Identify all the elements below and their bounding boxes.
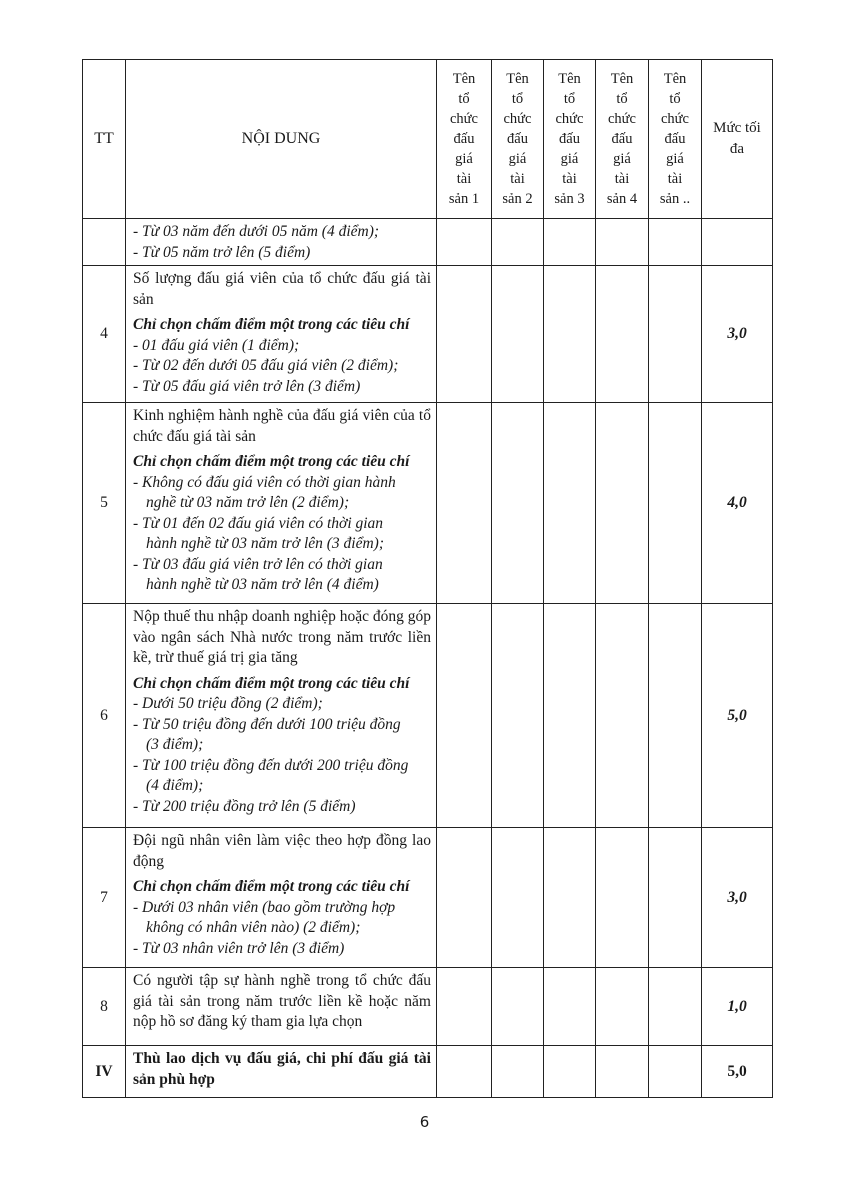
section-title: Thù lao dịch vụ đấu giá, chi phí đấu giá tài sản phù hợp — [126, 1046, 437, 1098]
row-number: 8 — [83, 968, 126, 1046]
criterion-content: Nộp thuế thu nhập doanh nghiệp hoặc đóng góp vào ngân sách Nhà nước trong năm trước liền kề, trừ thuế giá trị gia tăng Chỉ chọn chấm điểm một trong các tiêu chí - Dưới 50 triệu đồng (2 điểm); - Từ 50 triệu đồng đến dưới 100 triệu đồng (3 điểm); - Từ 100 triệu đồng đến dưới 200 triệu đồng (4 điểm); - Từ 200 triệu đồng trở lên (5 điểm) — [126, 604, 437, 828]
header-org-1: Tên tổ chức đấu giá tài sản 1 — [437, 60, 492, 219]
header-tt: TT — [83, 60, 126, 219]
row-number: 4 — [83, 266, 126, 403]
row-number: 6 — [83, 604, 126, 828]
row-number: 5 — [83, 403, 126, 604]
criterion-content: Kinh nghiệm hành nghề của đấu giá viên của tổ chức đấu giá tài sản Chỉ chọn chấm điểm một trong các tiêu chí - Không có đấu giá viên có thời gian hành nghề từ 03 năm trở lên (2 điểm); - Từ 01 đến 02 đấu giá viên có thời gian hành nghề từ 03 năm trở lên (3 điểm); - Từ 03 đấu giá viên trở lên có thời gian hành nghề từ 03 năm trở lên (4 điểm) — [126, 403, 437, 604]
criterion-content: - Từ 03 năm đến dưới 05 năm (4 điểm); - Từ 05 năm trở lên (5 điểm) — [126, 219, 437, 266]
table-row — [83, 403, 773, 604]
criterion-content: Số lượng đấu giá viên của tổ chức đấu giá tài sản Chỉ chọn chấm điểm một trong các tiêu chí - 01 đấu giá viên (1 điểm); - Từ 02 đến dưới 05 đấu giá viên (2 điểm); - Từ 05 đấu giá viên trở lên (3 điểm) — [126, 266, 437, 403]
max-score: 3,0 — [702, 828, 773, 968]
max-score: 5,0 — [702, 604, 773, 828]
header-content: NỘI DUNG — [126, 60, 437, 219]
row-number: 7 — [83, 828, 126, 968]
header-max-score: Mức tối đa — [702, 60, 773, 219]
page-number: 6 — [419, 1113, 430, 1131]
max-score: 3,0 — [702, 266, 773, 403]
max-score: 5,0 — [702, 1046, 773, 1098]
header-org-3: Tên tổ chức đấu giá tài sản 3 — [544, 60, 596, 219]
max-score: 4,0 — [702, 403, 773, 604]
max-score: 1,0 — [702, 968, 773, 1046]
table-row — [83, 828, 773, 968]
section-number: IV — [83, 1046, 126, 1098]
table-row — [83, 266, 773, 403]
criterion-content: Đội ngũ nhân viên làm việc theo hợp đồng lao động Chỉ chọn chấm điểm một trong các tiêu chí - Dưới 03 nhân viên (bao gồm trường hợp không có nhân viên nào) (2 điểm); - Từ 03 nhân viên trở lên (3 điểm) — [126, 828, 437, 968]
header-org-2: Tên tổ chức đấu giá tài sản 2 — [492, 60, 544, 219]
criteria-table — [82, 59, 773, 1098]
table-header-row — [83, 60, 773, 219]
criterion-content: Có người tập sự hành nghề trong tổ chức đấu giá tài sản trong năm trước liền kề hoặc năm nộp hồ sơ đăng ký tham gia lựa chọn — [126, 968, 437, 1046]
header-org-5: Tên tổ chức đấu giá tài sản .. — [649, 60, 702, 219]
section-row — [83, 1046, 773, 1098]
table-row — [83, 968, 773, 1046]
table-row — [83, 219, 773, 266]
header-org-4: Tên tổ chức đấu giá tài sản 4 — [596, 60, 649, 219]
table-row — [83, 604, 773, 828]
